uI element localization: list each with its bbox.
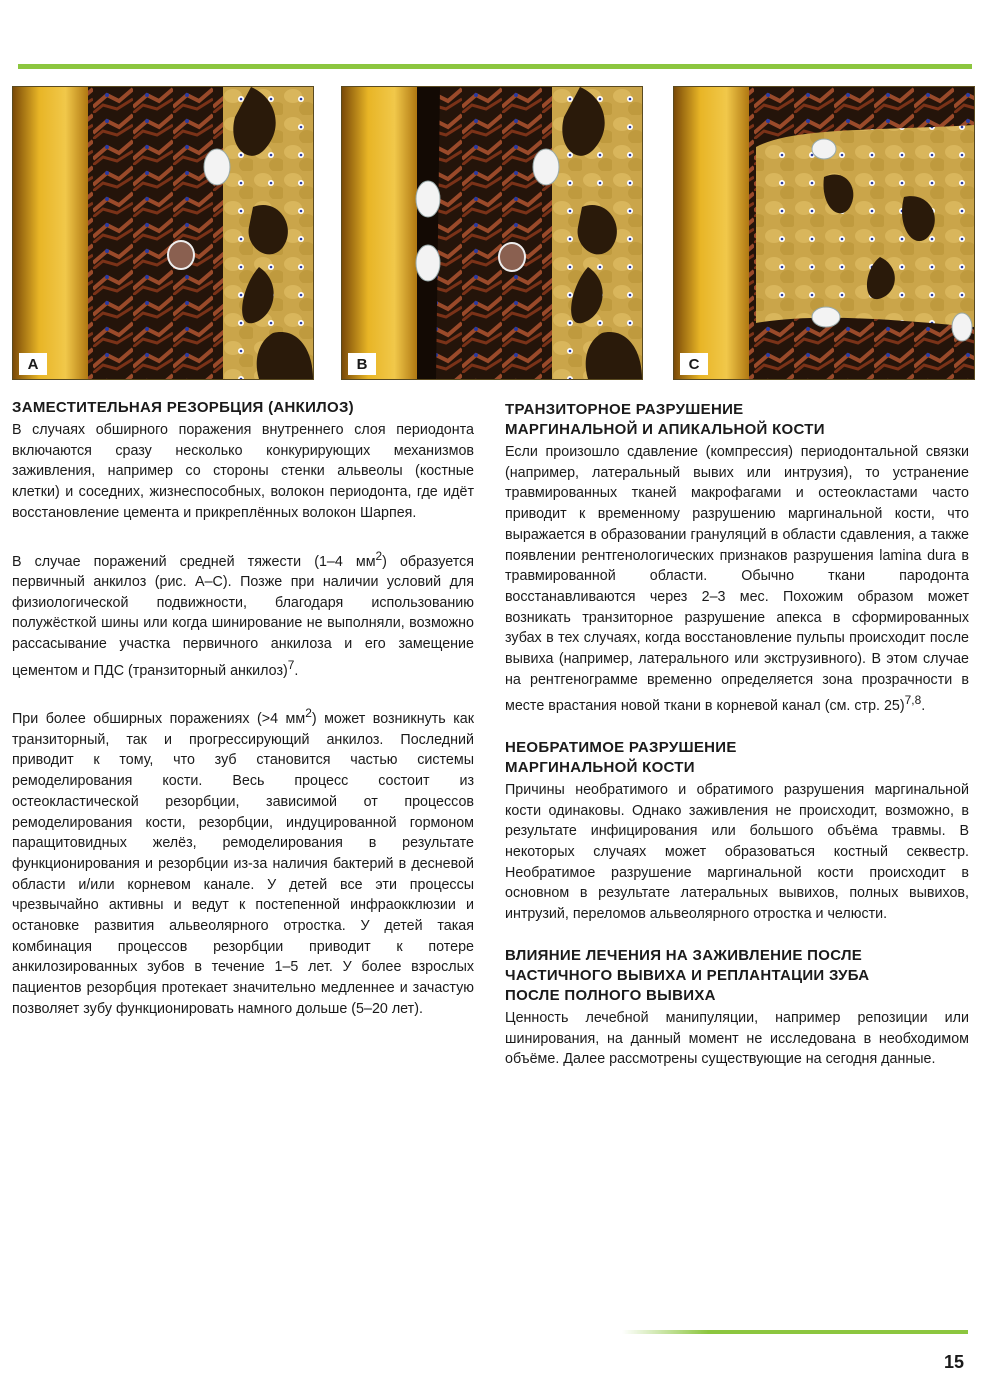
- section-heading-irreversible-bone-loss: [505, 738, 969, 778]
- text-run: Если произошло сдавление (компрессия) периодонтальной связки (например, латеральный вывих или интрузия), то устранение травмированных тканей макрофагами и остеокластами часто приводит к временному разрушению маргинальной кости, что выражается в образовании грануляций в области сдавления, а также появлении рентгенологических признаков разрушения lamina dura в травмированной области. Обычно ткани пародонта восстанавливаются через 2–3 мес. Похожим образом может возникать транзиторное разрушение апекса в сформированных зубах в тех случаях, когда восстановление пульпы происходит после вывиха (например, латерального или экструзивного). В этом случае на рентгенограмме временно определяется зона прозрачности в месте врастания новой ткани в корневой канал (см. стр. 25): [505, 444, 969, 715]
- figure-label-a: A: [19, 353, 47, 375]
- illustration-panel-c: [673, 86, 975, 380]
- figure-label-c: C: [680, 353, 708, 375]
- heading-line: ПОСЛЕ ПОЛНОГО ВЫВИХА: [505, 986, 716, 1004]
- illustration-panel-b: [341, 86, 643, 380]
- paragraph: [12, 703, 474, 1019]
- illustration-c-graphic: [674, 87, 974, 379]
- heading-line: ВЛИЯНИЕ ЛЕЧЕНИЯ НА ЗАЖИВЛЕНИЕ ПОСЛЕ: [505, 946, 863, 964]
- superscript: 2: [305, 706, 312, 721]
- section-heading-transient-bone-loss: [505, 400, 969, 440]
- heading-line: ТРАНЗИТОРНОЕ РАЗРУШЕНИЕ: [505, 401, 744, 418]
- illustration-panel-a: [12, 86, 314, 380]
- text-run: ) образуется первичный анкилоз (рис. A–C). Позже при наличии условий для физиологической подвижности, благодаря использованию полужёсткой шины или когда шинирование не выполняли, возможно рассасывание участка первичного анкилоза и его замещение цементом и ПДС (транзиторный анкилоз): [12, 553, 474, 679]
- reference-superscript: 7: [287, 657, 295, 672]
- bottom-green-rule: [622, 1330, 968, 1334]
- left-text-column: [12, 398, 474, 1020]
- reference-superscript: 7,8: [904, 693, 922, 708]
- text-run: .: [294, 662, 299, 679]
- illustration-b-graphic: [342, 87, 642, 379]
- right-text-column: [505, 400, 969, 1070]
- text-run: При более обширных поражениях (>4 мм: [12, 711, 306, 728]
- heading-line: МАРГИНАЛЬНОЙ КОСТИ: [505, 758, 695, 776]
- section-heading-treatment-influence: [505, 946, 969, 1006]
- text-run: .: [921, 698, 926, 715]
- superscript: 2: [375, 548, 383, 563]
- heading-line: ЧАСТИЧНОГО ВЫВИХА И РЕПЛАНТАЦИИ ЗУБА: [505, 966, 870, 984]
- paragraph: Причины необратимого и обратимого разрушения маргинальной кости одинаковы. Однако заживления не происходит, возможно, в результате инфицирования или большого объёма травмы. В некоторых случаях может образоваться костный секвестр. Необратимое разрушение маргинальной кости происходит в основном в результате латеральных вывихов, полных вывихов, интрузий, переломов альвеолярного отростка и челюсти.: [505, 781, 969, 923]
- paragraph: Ценность лечебной манипуляции, например репозиции или шинирования, на данный момент не исследована в необходимом объёме. Далее рассмотрены существующие на сегодня данные.: [505, 1009, 969, 1068]
- page-number: 15: [944, 1352, 965, 1372]
- text-run: В случае поражений средней тяжести (1–4 мм: [12, 553, 376, 570]
- top-green-rule: [18, 64, 972, 69]
- paragraph: [12, 546, 474, 682]
- heading-line: МАРГИНАЛЬНОЙ И АПИКАЛЬНОЙ КОСТИ: [505, 421, 825, 438]
- illustration-a-graphic: [13, 87, 313, 379]
- figure-label-b: B: [348, 353, 376, 375]
- paragraph: В случаях обширного поражения внутреннего слоя периодонта включаются сразу несколько конкурирующих механизмов заживления, например со стороны стенки альвеолы (костные клетки) и соседних, жизнеспособных, волокон периодонта, где идёт восстановление цемента и прикреплённых волокон Шарпея.: [12, 422, 474, 521]
- paragraph: [505, 442, 969, 717]
- section-heading-replacement-resorption: ЗАМЕСТИТЕЛЬНАЯ РЕЗОРБЦИЯ (АНКИЛОЗ): [12, 399, 354, 416]
- heading-line: НЕОБРАТИМОЕ РАЗРУШЕНИЕ: [505, 738, 737, 756]
- text-run: ) может возникнуть как транзиторный, так и прогрессирующий анкилоз. Последний приводит к тому, что зуб становится частью системы ремоделирования кости. Весь процесс состоит из остеокластической резорбции, зависимой от процессов ремоделирования кости, резорбции, индуцированной гормоном паращитовидных желёз, ремоделирования в результате функционирования и резорбции из-за наличия бактерий в десневой области и/или корневом канале. У детей все эти процессы чрезвычайно активны и ведут к постепенной инфраокклюзии и остановке развития альвеолярного отростка. У детей такая комбинация процессов резорбции приводит к потере анкилозированных зубов в течение 1–5 лет. У более взрослых пациентов резорбция протекает значительно медленнее и зачастую позволяет зубу функционировать намного дольше (5–20 лет).: [12, 711, 474, 1017]
